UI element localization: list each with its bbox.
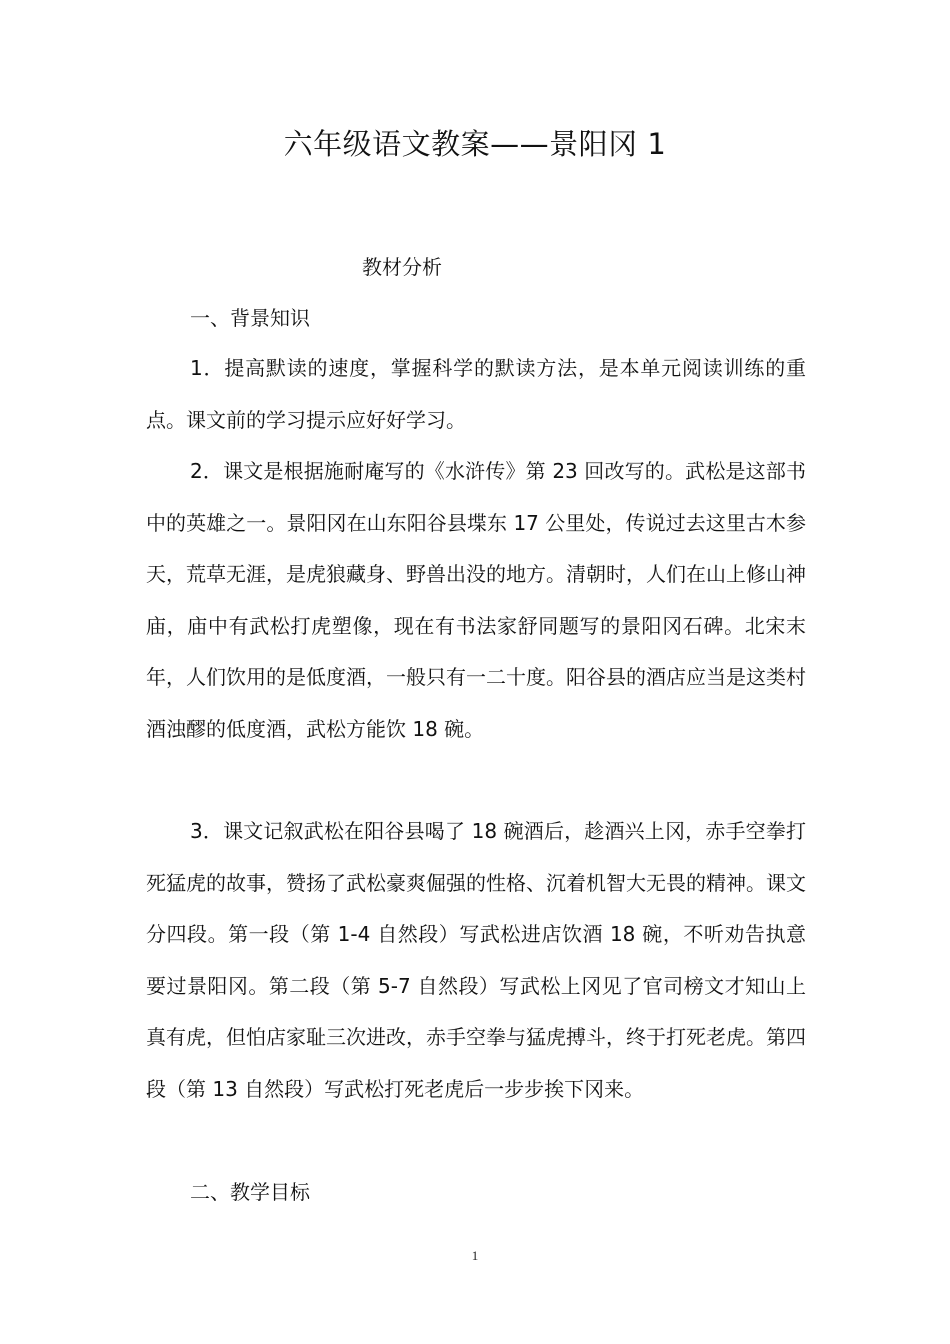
page-number: 1: [471, 1248, 479, 1263]
heading-background-knowledge: 一、背景知识: [190, 306, 310, 330]
section-label: 教材分析: [362, 255, 442, 279]
paragraph-1: 1．提高默读的速度，掌握科学的默读方法，是本单元阅读训练的重点。课文前的学习提示应好好学习。: [146, 356, 806, 432]
heading-teaching-goals: 二、教学目标: [190, 1180, 310, 1204]
document-title: 六年级语文教案——景阳冈 1: [283, 127, 667, 161]
paragraph-3: 3．课文记叙武松在阳谷县喝了 18 碗酒后，趁酒兴上冈，赤手空拳打死猛虎的故事，赞扬了武松豪爽倔强的性格、沉着机智大无畏的精神。课文分四段。第一段（第 1-4 自然段）写武松进店饮酒 18 碗，不听劝告执意要过景阳冈。第二段（第 5-7 自然段）写武松上冈见了官司榜文才知山上真有虎，但怕店家耻三次进改，赤手空拳与猛虎搏斗，终于打死老虎。第四段（第 13 自然段）写武松打死老虎后一步步挨下冈来。: [146, 819, 806, 1101]
paragraph-2: 2．课文是根据施耐庵写的《水浒传》第 23 回改写的。武松是这部书中的英雄之一。景阳冈在山东阳谷县堞东 17 公里处，传说过去这里古木参天，荒草无涯，是虎狼藏身、野兽出没的地方。清朝时，人们在山上修山神庙，庙中有武松打虎塑像，现在有书法家舒同题写的景阳冈石碑。北宋末年，人们饮用的是低度酒，一般只有一二十度。阳谷县的酒店应当是这类村酒浊醪的低度酒，武松方能饮 18 碗。: [146, 459, 806, 741]
